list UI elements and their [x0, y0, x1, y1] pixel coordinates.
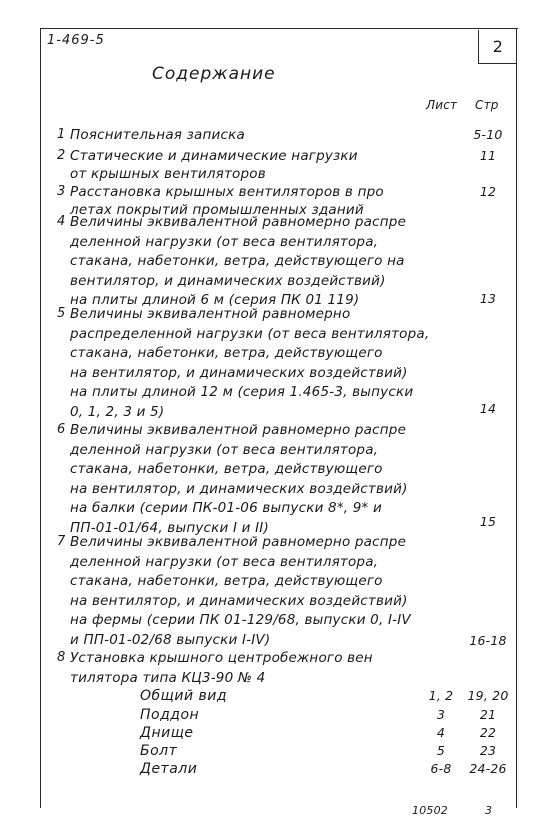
- item-text-line: на балки (серии ПК-01-06 выпуски 8*, 9* и: [70, 500, 382, 516]
- item-number: 3: [57, 184, 66, 199]
- item-number: 6: [57, 422, 66, 437]
- item-text-line: Величины эквивалентной равномерно распре: [70, 422, 407, 438]
- subitem-sheet: 3: [436, 707, 446, 722]
- item-text-line: на вентилятор, и динамических воздействий): [70, 592, 408, 609]
- subitem-page: 19, 20: [467, 688, 509, 703]
- subitem-sheet: 1, 2: [428, 688, 454, 703]
- item-number: 8: [57, 650, 66, 665]
- item-page-ref: 15: [479, 514, 497, 529]
- column-header-sheet: Лист: [426, 98, 458, 112]
- subitem-label: Поддон: [140, 707, 200, 723]
- doc-code: 1-469-5: [47, 33, 105, 48]
- item-text-line: и ПП-01-02/68 выпуски I-IV): [70, 631, 271, 648]
- item-number: 4: [57, 214, 66, 229]
- item-text-line: от крышных вентиляторов: [70, 166, 266, 182]
- item-text-line: летах покрытий промышленных зданий: [70, 202, 364, 218]
- item-text-line: деленной нагрузки (от веса вентилятора,: [70, 553, 379, 570]
- item-text-line: стакана, набетонки, ветра, действующего: [70, 345, 383, 361]
- frame-top-line: [40, 28, 518, 29]
- subitem-label: Общий вид: [140, 688, 228, 704]
- item-page-ref: 5-10: [473, 127, 503, 142]
- subitem-page: 22: [479, 725, 497, 740]
- item-text-line: на плиты длиной 6 м (серия ПК 01 119): [70, 292, 360, 308]
- column-header-page: Стр: [475, 98, 499, 112]
- item-text-line: стакана, набетонки, ветра, действующего на: [70, 253, 405, 269]
- item-text-line: ПП-01-01/64, выпуски I и II): [70, 519, 269, 536]
- frame-left-line: [40, 28, 41, 808]
- item-text-line: на фермы (серии ПК 01-129/68, выпуски 0, I-IV: [70, 612, 411, 628]
- item-text-line: Установка крышного центробежного вен: [70, 650, 373, 666]
- item-text-line: деленной нагрузки (от веса вентилятора,: [70, 441, 379, 458]
- item-text-line: Величины эквивалентной равномерно распре: [70, 534, 407, 550]
- subitem-page: 21: [479, 707, 497, 722]
- item-text-line: Величины эквивалентной равномерно: [70, 306, 351, 322]
- frame-right-line: [516, 28, 517, 808]
- subitem-label: Детали: [140, 761, 198, 777]
- item-text-line: стакана, набетонки, ветра, действующего: [70, 461, 383, 477]
- item-text-line: Величины эквивалентной равномерно распре: [70, 214, 407, 230]
- item-number: 5: [57, 306, 66, 321]
- item-text-line: 0, 1, 2, 3 и 5): [70, 403, 165, 420]
- item-text-line: Расстановка крышных вентиляторов в про: [70, 184, 384, 200]
- subitem-page: 23: [479, 743, 497, 758]
- footer-right-number: 3: [485, 804, 493, 817]
- item-text-line: тилятора типа КЦ3-90 № 4: [70, 670, 266, 686]
- page-number-box: 2: [478, 30, 517, 64]
- item-text-line: вентилятор, и динамических воздействий): [70, 272, 386, 289]
- item-text-line: Пояснительная записка: [70, 127, 245, 143]
- subitem-label: Болт: [140, 743, 178, 759]
- item-number: 1: [57, 127, 66, 142]
- item-text-line: на вентилятор, и динамических воздействий): [70, 364, 408, 381]
- item-text-line: распределенной нагрузки (от веса вентилятора,: [70, 325, 430, 342]
- subitem-sheet: 6-8: [430, 761, 452, 776]
- item-text-line: на вентилятор, и динамических воздействий): [70, 480, 408, 497]
- subitem-sheet: 4: [436, 725, 446, 740]
- item-number: 2: [57, 148, 66, 163]
- item-text-line: на плиты длиной 12 м (серия 1.465-3, выпуски: [70, 384, 414, 400]
- item-page-ref: 12: [479, 184, 497, 199]
- subitem-page: 24-26: [469, 761, 507, 776]
- footer-left-number: 10502: [412, 804, 448, 817]
- item-text-line: Статические и динамические нагрузки: [70, 148, 358, 164]
- item-page-ref: 16-18: [469, 633, 507, 648]
- item-text-line: стакана, набетонки, ветра, действующего: [70, 573, 383, 589]
- item-text-line: деленной нагрузки (от веса вентилятора,: [70, 233, 379, 250]
- item-page-ref: 14: [479, 401, 497, 416]
- subitem-label: Днище: [140, 725, 194, 741]
- item-number: 7: [57, 534, 66, 549]
- item-page-ref: 13: [479, 291, 497, 306]
- item-page-ref: 11: [479, 148, 497, 163]
- page-title: Содержание: [152, 64, 276, 84]
- subitem-sheet: 5: [436, 743, 446, 758]
